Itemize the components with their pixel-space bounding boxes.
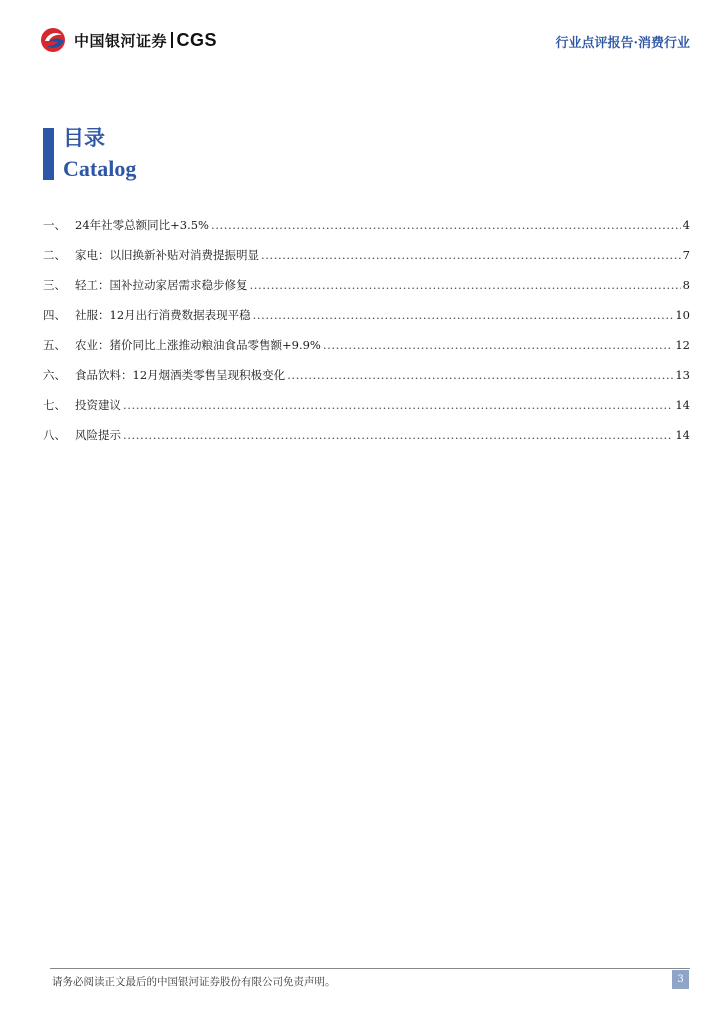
toc-entry-page[interactable]: 8 — [682, 278, 690, 292]
toc-entry-title[interactable]: 食品饮料：12月烟酒类零售呈现积极变化 — [75, 368, 286, 382]
toc-entry[interactable] — [43, 390, 690, 420]
toc-leader-dots — [253, 300, 674, 330]
report-type-label: 行业点评报告·消费行业 — [555, 36, 690, 51]
toc-leader-dots — [323, 330, 674, 360]
toc-entry-page[interactable]: 10 — [675, 308, 690, 322]
toc-entry-number: 三、 — [43, 278, 66, 292]
toc-entry[interactable] — [43, 330, 690, 360]
toc-entry[interactable] — [43, 240, 690, 270]
brand-name-en: CGS — [176, 29, 218, 50]
toc-entry[interactable] — [43, 300, 690, 330]
toc-entry-title[interactable]: 投资建议 — [75, 398, 121, 412]
toc-entry-title[interactable]: 24年社零总额同比+3.5% — [75, 218, 209, 232]
toc-leader-dots — [123, 420, 673, 450]
toc-entry-page[interactable]: 4 — [682, 218, 690, 232]
brand-separator — [171, 32, 173, 48]
toc-entry-number: 四、 — [43, 308, 66, 322]
toc-entry-number: 一、 — [43, 218, 66, 232]
toc-entry[interactable] — [43, 420, 690, 450]
toc-entry[interactable] — [43, 210, 690, 240]
catalog-title-en: Catalog — [63, 156, 137, 181]
toc-leader-dots — [211, 210, 681, 240]
toc-entry-page[interactable]: 7 — [682, 248, 690, 262]
toc-entry-number: 七、 — [43, 398, 66, 412]
footer-divider — [50, 968, 690, 969]
toc-entry[interactable] — [43, 270, 690, 300]
toc-leader-dots — [261, 240, 681, 270]
toc-entry[interactable] — [43, 360, 690, 390]
toc-entry-title[interactable]: 风险提示 — [75, 428, 121, 442]
toc-entry-number: 二、 — [43, 248, 66, 262]
toc-entry-page[interactable]: 13 — [675, 368, 690, 382]
page-number-badge: 3 — [672, 970, 689, 989]
footer-disclaimer: 请务必阅读正文最后的中国银河证券股份有限公司免责声明。 — [52, 976, 336, 988]
toc-leader-dots — [287, 360, 673, 390]
toc-entry-number: 六、 — [43, 368, 66, 382]
toc-entry-number: 八、 — [43, 428, 66, 442]
toc-entry-number: 五、 — [43, 338, 66, 352]
table-of-contents — [43, 210, 690, 450]
toc-entry-title[interactable]: 轻工：国补拉动家居需求稳步修复 — [75, 278, 248, 292]
page-header — [0, 0, 724, 60]
cgs-logo-icon — [40, 27, 68, 53]
toc-entry-page[interactable]: 14 — [675, 398, 690, 412]
toc-entry-page[interactable]: 14 — [675, 428, 690, 442]
toc-entry-title[interactable]: 社服：12月出行消费数据表现平稳 — [75, 308, 251, 322]
toc-entry-title[interactable]: 农业：猪价同比上涨推动粮油食品零售额+9.9% — [75, 338, 321, 352]
brand-name-cn: 中国银河证券 — [74, 31, 168, 50]
toc-entry-title[interactable]: 家电：以旧换新补贴对消费提振明显 — [75, 248, 259, 262]
toc-entry-page[interactable]: 12 — [675, 338, 690, 352]
toc-leader-dots — [123, 390, 673, 420]
brand-logo — [40, 27, 217, 53]
catalog-title-cn: 目录 — [63, 125, 105, 150]
title-accent-bar — [43, 128, 54, 180]
toc-leader-dots — [250, 270, 681, 300]
